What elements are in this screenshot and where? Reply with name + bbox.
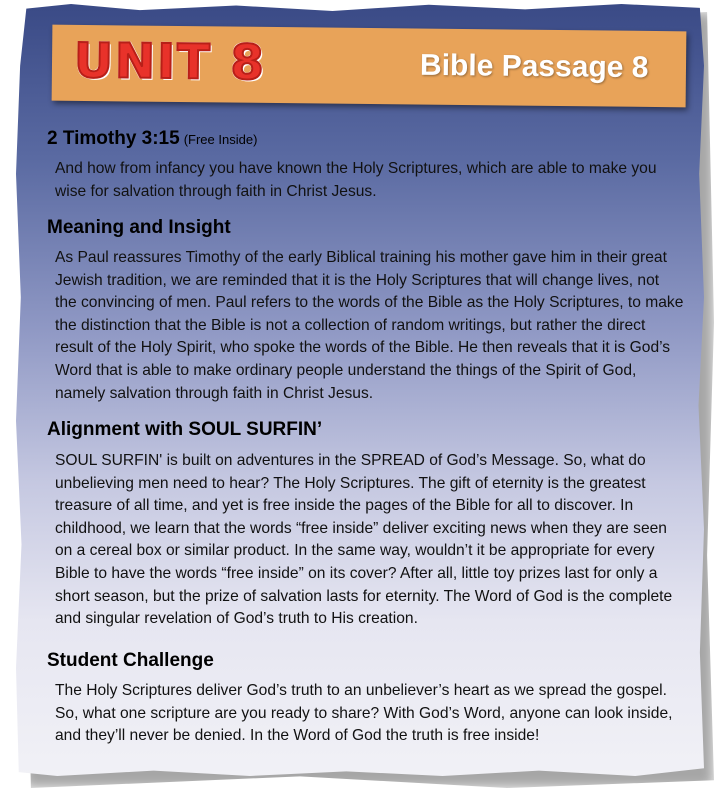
section-heading-meaning: Meaning and Insight (47, 217, 231, 238)
section-heading-alignment: Alignment with SOUL SURFIN’ (47, 419, 323, 440)
scripture-subtitle: (Free Inside) (183, 132, 258, 147)
section-heading-scripture (47, 128, 257, 150)
unit-title: UNIT 8 (73, 32, 267, 92)
passage-title: Bible Passage 8 (419, 48, 649, 85)
scripture-text: And how from infancy you have known the Holy Scriptures, which are able to make you wise for salvation through faith in Christ Jesus. (55, 160, 657, 200)
meaning-text: As Paul reassures Timothy of the early Biblical training his mother gave him in their great Jewish tradition, we are reminded that it is the Holy Scriptures that will change lives, not the convincing of men. Paul refers to the words of the Bible as the Holy Scriptures, to make the distinction that the Bible is not a collection of random writings, but rather the direct result of the Holy Spirit, who spoke the words of the Bible. He then reveals that it is God’s Word that is able to make ordinary people understand the things of the Spirit of God, namely salvation through faith in Christ Jesus. (55, 249, 684, 402)
section-heading-challenge: Student Challenge (47, 650, 214, 671)
challenge-text: The Holy Scriptures deliver God’s truth to an unbeliever’s heart as we spread the gospel. So, what one scripture are you ready to share? With God’s Word, anyone can look inside, and they’ll never be denied. In the Word of God the truth is free inside! (55, 682, 673, 745)
alignment-text: SOUL SURFIN' is built on adventures in the SPREAD of God’s Message. So, what do unbelieving men need to hear? The Holy Scriptures. The gift of eternity is the greatest treasure of all time, and yet is free inside the pages of the Bible for all to discover. In childhood, we learn that the words “free inside” deliver exciting news when they are seen on a cereal box or similar product. In the same way, wouldn’t it be appropriate for every Bible to have the words “free inside” on its cover? After all, little toy prizes last for only a short season, but the prize of salvation lasts for eternity. The Word of God is the complete and singular revelation of God’s truth to His creation. (55, 452, 673, 628)
scripture-reference: 2 Timothy 3:15 (47, 128, 180, 149)
